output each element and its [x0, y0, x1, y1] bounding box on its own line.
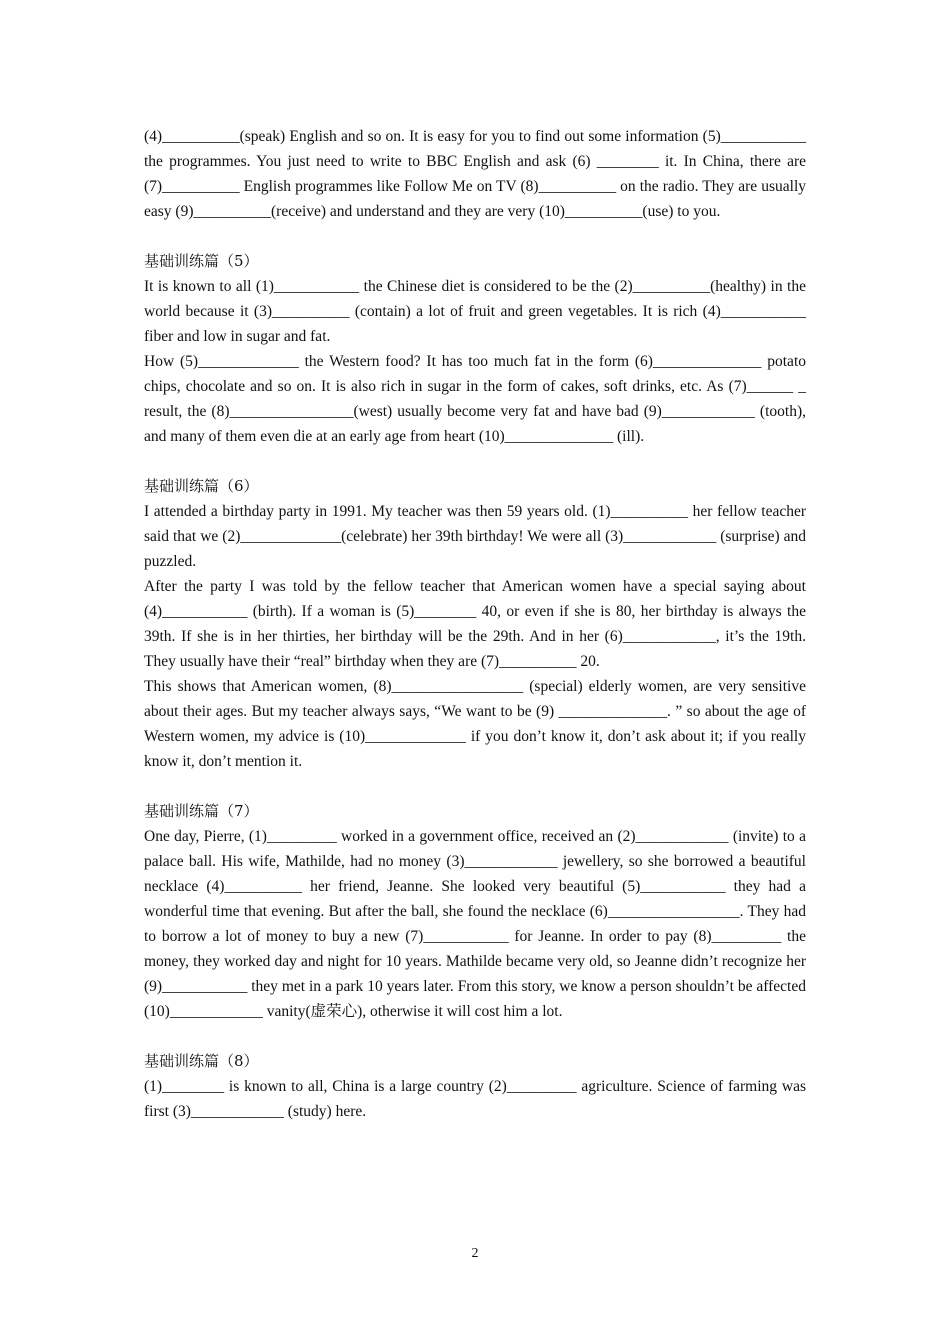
- document-page: [144, 124, 806, 1124]
- paragraph: After the party I was told by the fellow teacher that American women have a special saying about (4)___________ (birth). If a woman is (5)________ 40, or even if she is 80, her birthday is always the 39th. If she is in her thirties, her birthday will be the 29th. And in her (6)____________, it’s the 19th. They usually have their “real” birthday when they are (7)__________ 20.: [144, 578, 806, 670]
- section-8: [144, 1049, 806, 1124]
- section-title: 基础训练篇（8）: [144, 1052, 259, 1070]
- paragraph: I attended a birthday party in 1991. My teacher was then 59 years old. (1)__________ her fellow teacher said that we (2)_____________(celebrate) her 39th birthday! We were all (3)____________ (surprise) and puzzled.: [144, 503, 806, 570]
- section-6: [144, 474, 806, 774]
- section-5: [144, 249, 806, 449]
- intro-passage: [144, 124, 806, 224]
- page-number: 2: [471, 1246, 479, 1261]
- section-title: 基础训练篇（7）: [144, 802, 259, 820]
- paragraph: (1)________ is known to all, China is a large country (2)_________ agriculture. Science of farming was first (3)____________ (study) here.: [144, 1078, 806, 1120]
- paragraph: One day, Pierre, (1)_________ worked in a government office, received an (2)____________ (invite) to a palace ball. His wife, Mathilde, had no money (3)____________ jewellery, so she borrowed a beautiful necklace (4)__________ her friend, Jeanne. She looked very beautiful (5)___________ they had a wonderful time that evening. But after the ball, she found the necklace (6)_________________. They had to borrow a lot of money to buy a new (7)___________ for Jeanne. In order to pay (8)_________ the money, they worked day and night for 10 years. Mathilde became very old, so Jeanne didn’t recognize her (9)___________ they met in a park 10 years later. From this story, we know a person shouldn’t be affected (10)____________ vanity(虚荣心), otherwise it will cost him a lot.: [144, 828, 806, 1020]
- section-title: 基础训练篇（5）: [144, 252, 259, 270]
- paragraph: This shows that American women, (8)_________________ (special) elderly women, are very sensitive about their ages. But my teacher always says, “We want to be (9) ______________. ” so about the age of Western women, my advice is (10)_____________ if you don’t know it, don’t ask about it; if you really know it, don’t mention it.: [144, 678, 806, 770]
- section-7: [144, 799, 806, 1024]
- paragraph: (4)__________(speak) English and so on. It is easy for you to find out some information (5)___________ the programmes. You just need to write to BBC English and ask (6) ________ it. In China, there are (7)__________ English programmes like Follow Me on TV (8)__________ on the radio. They are usually easy (9)__________(receive) and understand and they are very (10)__________(use) to you.: [144, 128, 806, 220]
- paragraph: How (5)_____________ the Western food? It has too much fat in the form (6)______________ potato chips, chocolate and so on. It is also rich in sugar in the form of cakes, soft drinks, etc. As (7)______ _ result, the (8)________________(west) usually become very fat and have bad (9)____________ (tooth), and many of them even die at an early age from heart (10)______________ (ill).: [144, 353, 806, 445]
- paragraph: It is known to all (1)___________ the Chinese diet is considered to be the (2)__________(healthy) in the world because it (3)__________ (contain) a lot of fruit and green vegetables. It is rich (4)___________ fiber and low in sugar and fat.: [144, 278, 806, 345]
- section-title: 基础训练篇（6）: [144, 477, 259, 495]
